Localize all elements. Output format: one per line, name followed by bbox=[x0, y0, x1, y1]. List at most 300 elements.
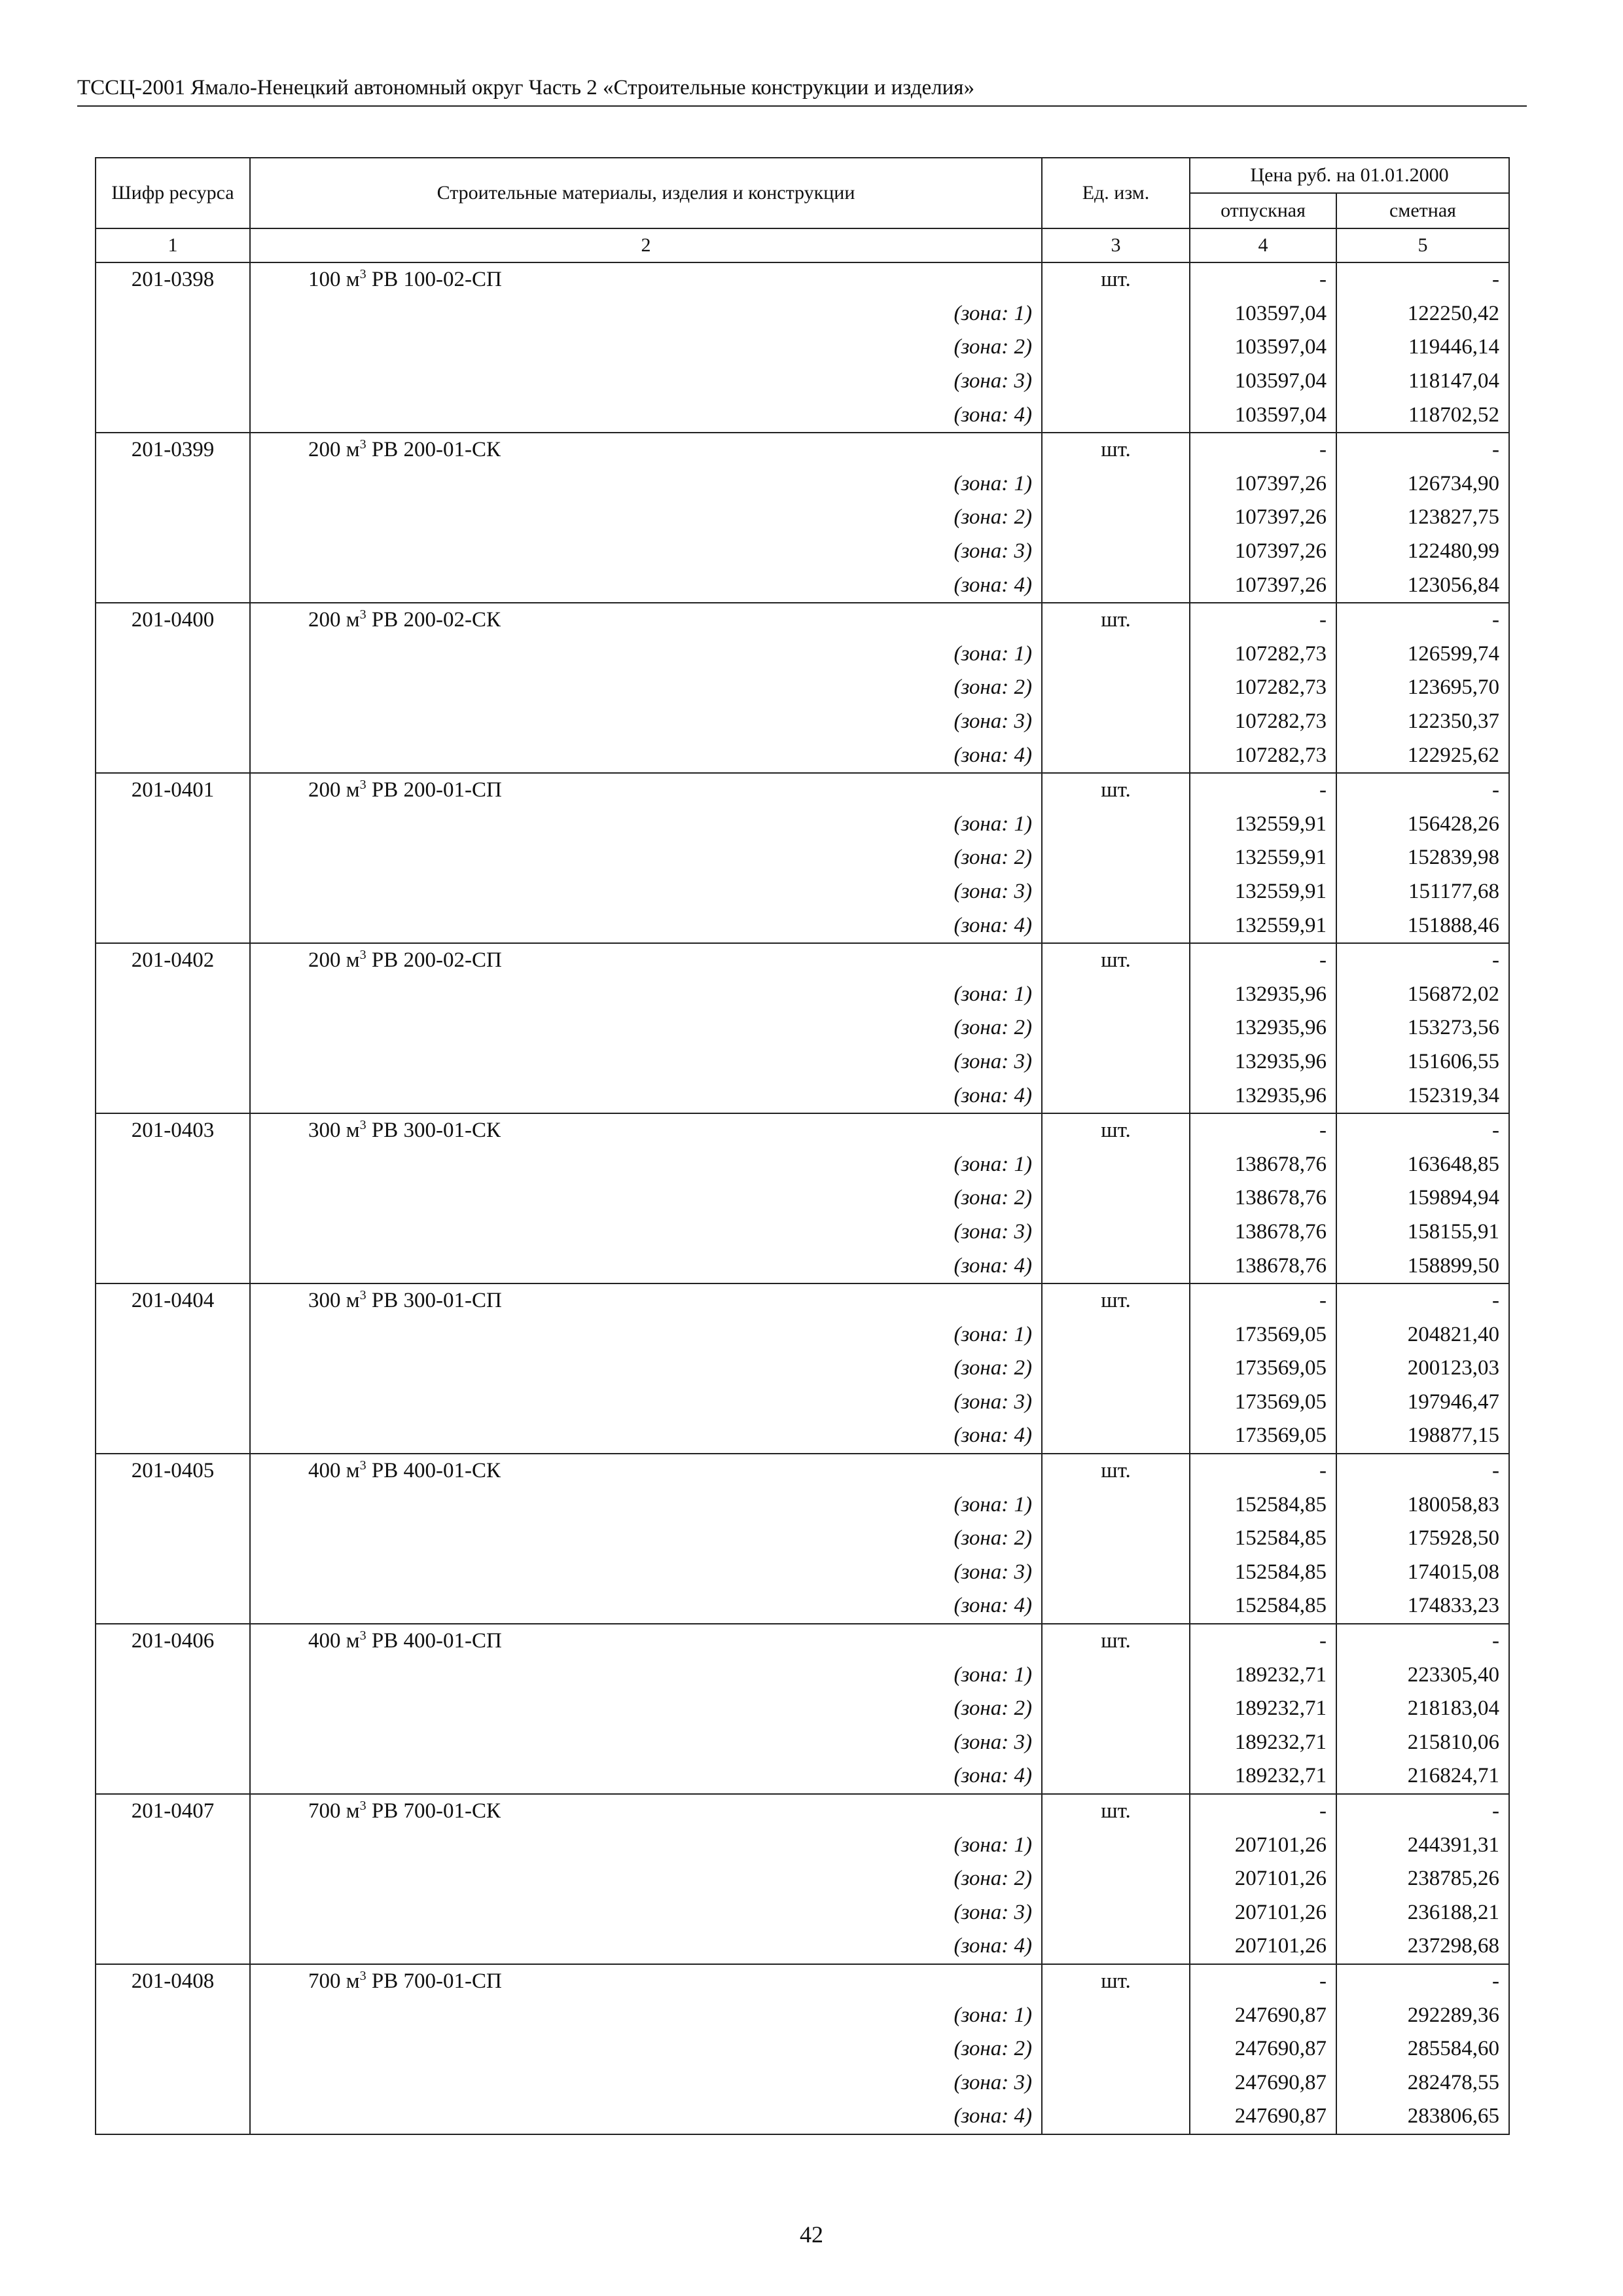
estimate-price: 151606,55 bbox=[1336, 1045, 1509, 1079]
zone-label: (зона: 4) bbox=[250, 568, 1042, 603]
estimate-price: 123695,70 bbox=[1336, 671, 1509, 705]
wholesale-price: 138678,76 bbox=[1190, 1249, 1336, 1283]
wholesale-price: 152584,85 bbox=[1190, 1589, 1336, 1624]
zone-label: (зона: 2) bbox=[250, 1011, 1042, 1045]
resource-row bbox=[96, 773, 1509, 808]
estimate-price: 126734,90 bbox=[1336, 467, 1509, 501]
zone-row bbox=[96, 1181, 1509, 1215]
column-number: 3 bbox=[1042, 228, 1190, 262]
estimate-price: 118147,04 bbox=[1336, 365, 1509, 399]
wholesale-price: - bbox=[1190, 943, 1336, 978]
resource-code: 201-0405 bbox=[96, 1454, 250, 1488]
resource-volume-exponent: 3 bbox=[359, 948, 366, 963]
empty-cell bbox=[1042, 1045, 1190, 1079]
wholesale-price: 132559,91 bbox=[1190, 908, 1336, 943]
empty-cell bbox=[96, 637, 250, 672]
estimate-price: - bbox=[1336, 262, 1509, 297]
header-wholesale: отпускная bbox=[1190, 193, 1336, 228]
zone-row bbox=[96, 1249, 1509, 1283]
zone-row bbox=[96, 2066, 1509, 2100]
zone-row bbox=[96, 1929, 1509, 1964]
resource-volume-exponent: 3 bbox=[359, 1288, 366, 1303]
resource-mark: РВ 100-02-СП bbox=[371, 268, 502, 292]
zone-row bbox=[96, 977, 1509, 1011]
wholesale-price: 132935,96 bbox=[1190, 1011, 1336, 1045]
wholesale-price: 189232,71 bbox=[1190, 1692, 1336, 1726]
resource-volume: 300 м bbox=[308, 1289, 360, 1313]
zone-label: (зона: 3) bbox=[250, 875, 1042, 909]
wholesale-price: 173569,05 bbox=[1190, 1386, 1336, 1420]
resource-volume: 200 м bbox=[308, 608, 360, 632]
wholesale-price: 152584,85 bbox=[1190, 1556, 1336, 1590]
empty-cell bbox=[96, 535, 250, 569]
empty-cell bbox=[1042, 501, 1190, 535]
empty-cell bbox=[1042, 297, 1190, 331]
zone-label: (зона: 3) bbox=[250, 1556, 1042, 1590]
estimate-price: - bbox=[1336, 773, 1509, 808]
resource-volume: 400 м bbox=[308, 1629, 360, 1653]
resource-code: 201-0401 bbox=[96, 773, 250, 808]
empty-cell bbox=[1042, 331, 1190, 365]
zone-label: (зона: 3) bbox=[250, 1726, 1042, 1760]
resource-unit: шт. bbox=[1042, 1454, 1190, 1488]
empty-cell bbox=[96, 1862, 250, 1896]
estimate-price: - bbox=[1336, 943, 1509, 978]
empty-cell bbox=[96, 705, 250, 739]
resource-volume: 200 м bbox=[308, 438, 360, 462]
zone-label: (зона: 2) bbox=[250, 1352, 1042, 1386]
empty-cell bbox=[1042, 1896, 1190, 1930]
zone-row bbox=[96, 365, 1509, 399]
empty-cell bbox=[1042, 705, 1190, 739]
resource-code: 201-0404 bbox=[96, 1283, 250, 1318]
zone-label: (зона: 2) bbox=[250, 1181, 1042, 1215]
header-rule bbox=[77, 105, 1527, 107]
zone-label: (зона: 1) bbox=[250, 977, 1042, 1011]
empty-cell bbox=[96, 977, 250, 1011]
zone-row bbox=[96, 331, 1509, 365]
zone-label: (зона: 2) bbox=[250, 1522, 1042, 1556]
wholesale-price: 173569,05 bbox=[1190, 1352, 1336, 1386]
resource-code: 201-0398 bbox=[96, 262, 250, 297]
wholesale-price: 103597,04 bbox=[1190, 398, 1336, 433]
estimate-price: 123056,84 bbox=[1336, 568, 1509, 603]
estimate-price: 238785,26 bbox=[1336, 1862, 1509, 1896]
resource-name bbox=[250, 943, 1042, 978]
resource-name bbox=[250, 1964, 1042, 1999]
estimate-price: 197946,47 bbox=[1336, 1386, 1509, 1420]
resource-row bbox=[96, 433, 1509, 467]
zone-label: (зона: 4) bbox=[250, 738, 1042, 773]
estimate-price: 198877,15 bbox=[1336, 1419, 1509, 1454]
empty-cell bbox=[1042, 535, 1190, 569]
wholesale-price: 132935,96 bbox=[1190, 1045, 1336, 1079]
price-table bbox=[95, 157, 1510, 2135]
header-code: Шифр ресурса bbox=[96, 158, 250, 228]
zone-row bbox=[96, 738, 1509, 773]
wholesale-price: 107282,73 bbox=[1190, 738, 1336, 773]
empty-cell bbox=[96, 1045, 250, 1079]
resource-mark: РВ 400-01-СК bbox=[371, 1459, 501, 1483]
estimate-price: 118702,52 bbox=[1336, 398, 1509, 433]
resource-code: 201-0406 bbox=[96, 1624, 250, 1659]
wholesale-price: 173569,05 bbox=[1190, 1419, 1336, 1454]
empty-cell bbox=[1042, 1419, 1190, 1454]
zone-row bbox=[96, 1419, 1509, 1454]
empty-cell bbox=[96, 1929, 250, 1964]
resource-unit: шт. bbox=[1042, 1283, 1190, 1318]
resource-volume: 400 м bbox=[308, 1459, 360, 1483]
estimate-price: 244391,31 bbox=[1336, 1828, 1509, 1862]
empty-cell bbox=[96, 297, 250, 331]
column-number: 5 bbox=[1336, 228, 1509, 262]
empty-cell bbox=[1042, 1249, 1190, 1283]
empty-cell bbox=[1042, 1522, 1190, 1556]
empty-cell bbox=[96, 738, 250, 773]
zone-row bbox=[96, 1079, 1509, 1113]
empty-cell bbox=[96, 1726, 250, 1760]
resource-unit: шт. bbox=[1042, 1794, 1190, 1829]
resource-name bbox=[250, 603, 1042, 637]
empty-cell bbox=[96, 331, 250, 365]
empty-cell bbox=[1042, 1386, 1190, 1420]
empty-cell bbox=[96, 1692, 250, 1726]
header-estimate: сметная bbox=[1336, 193, 1509, 228]
empty-cell bbox=[1042, 841, 1190, 875]
empty-cell bbox=[96, 501, 250, 535]
zone-row bbox=[96, 1896, 1509, 1930]
empty-cell bbox=[96, 1589, 250, 1624]
wholesale-price: 247690,87 bbox=[1190, 2100, 1336, 2134]
estimate-price: 152839,98 bbox=[1336, 841, 1509, 875]
wholesale-price: 132559,91 bbox=[1190, 808, 1336, 842]
zone-label: (зона: 1) bbox=[250, 1147, 1042, 1181]
resource-name bbox=[250, 262, 1042, 297]
resource-volume: 700 м bbox=[308, 1969, 360, 1993]
zone-row bbox=[96, 2100, 1509, 2134]
resource-volume-exponent: 3 bbox=[359, 1628, 366, 1643]
zone-row bbox=[96, 501, 1509, 535]
wholesale-price: 107397,26 bbox=[1190, 535, 1336, 569]
empty-cell bbox=[96, 1249, 250, 1283]
empty-cell bbox=[96, 1658, 250, 1692]
estimate-price: 151177,68 bbox=[1336, 875, 1509, 909]
estimate-price: 200123,03 bbox=[1336, 1352, 1509, 1386]
zone-row bbox=[96, 568, 1509, 603]
zone-row bbox=[96, 1488, 1509, 1522]
wholesale-price: 107397,26 bbox=[1190, 467, 1336, 501]
resource-row bbox=[96, 1964, 1509, 1999]
zone-label: (зона: 4) bbox=[250, 1929, 1042, 1964]
wholesale-price: 107282,73 bbox=[1190, 705, 1336, 739]
resource-name bbox=[250, 1283, 1042, 1318]
estimate-price: 215810,06 bbox=[1336, 1726, 1509, 1760]
wholesale-price: - bbox=[1190, 1624, 1336, 1659]
resource-volume-exponent: 3 bbox=[359, 267, 366, 282]
empty-cell bbox=[96, 671, 250, 705]
estimate-price: 126599,74 bbox=[1336, 637, 1509, 672]
zone-row bbox=[96, 1045, 1509, 1079]
empty-cell bbox=[1042, 1147, 1190, 1181]
wholesale-price: - bbox=[1190, 1794, 1336, 1829]
estimate-price: 174015,08 bbox=[1336, 1556, 1509, 1590]
empty-cell bbox=[1042, 398, 1190, 433]
wholesale-price: 138678,76 bbox=[1190, 1215, 1336, 1249]
zone-label: (зона: 2) bbox=[250, 841, 1042, 875]
zone-label: (зона: 1) bbox=[250, 1828, 1042, 1862]
zone-row bbox=[96, 535, 1509, 569]
zone-row bbox=[96, 908, 1509, 943]
estimate-price: 223305,40 bbox=[1336, 1658, 1509, 1692]
zone-label: (зона: 1) bbox=[250, 1318, 1042, 1352]
zone-row bbox=[96, 637, 1509, 672]
estimate-price: 175928,50 bbox=[1336, 1522, 1509, 1556]
empty-cell bbox=[96, 1181, 250, 1215]
resource-row bbox=[96, 1624, 1509, 1659]
zone-label: (зона: 3) bbox=[250, 1896, 1042, 1930]
wholesale-price: 247690,87 bbox=[1190, 2032, 1336, 2066]
empty-cell bbox=[1042, 1181, 1190, 1215]
estimate-price: 122250,42 bbox=[1336, 297, 1509, 331]
estimate-price: - bbox=[1336, 1794, 1509, 1829]
page-number: 42 bbox=[800, 2221, 823, 2248]
empty-cell bbox=[96, 1352, 250, 1386]
estimate-price: - bbox=[1336, 1624, 1509, 1659]
zone-label: (зона: 1) bbox=[250, 637, 1042, 672]
wholesale-price: 247690,87 bbox=[1190, 2066, 1336, 2100]
estimate-price: 180058,83 bbox=[1336, 1488, 1509, 1522]
wholesale-price: 132559,91 bbox=[1190, 875, 1336, 909]
zone-row bbox=[96, 2032, 1509, 2066]
zone-label: (зона: 1) bbox=[250, 297, 1042, 331]
wholesale-price: - bbox=[1190, 1113, 1336, 1148]
empty-cell bbox=[96, 1759, 250, 1794]
wholesale-price: - bbox=[1190, 433, 1336, 467]
empty-cell bbox=[1042, 1998, 1190, 2032]
wholesale-price: 189232,71 bbox=[1190, 1726, 1336, 1760]
empty-cell bbox=[1042, 1589, 1190, 1624]
resource-row bbox=[96, 943, 1509, 978]
resource-code: 201-0407 bbox=[96, 1794, 250, 1829]
zone-row bbox=[96, 1998, 1509, 2032]
zone-row bbox=[96, 398, 1509, 433]
wholesale-price: 107282,73 bbox=[1190, 671, 1336, 705]
wholesale-price: 103597,04 bbox=[1190, 297, 1336, 331]
wholesale-price: 132935,96 bbox=[1190, 977, 1336, 1011]
zone-label: (зона: 4) bbox=[250, 908, 1042, 943]
resource-volume-exponent: 3 bbox=[359, 437, 366, 452]
wholesale-price: 207101,26 bbox=[1190, 1896, 1336, 1930]
empty-cell bbox=[1042, 2100, 1190, 2134]
empty-cell bbox=[1042, 738, 1190, 773]
empty-cell bbox=[96, 1556, 250, 1590]
empty-cell bbox=[1042, 808, 1190, 842]
empty-cell bbox=[1042, 1488, 1190, 1522]
zone-label: (зона: 3) bbox=[250, 2066, 1042, 2100]
zone-label: (зона: 2) bbox=[250, 331, 1042, 365]
empty-cell bbox=[1042, 875, 1190, 909]
empty-cell bbox=[1042, 365, 1190, 399]
wholesale-price: 189232,71 bbox=[1190, 1759, 1336, 1794]
resource-unit: шт. bbox=[1042, 943, 1190, 978]
empty-cell bbox=[1042, 2032, 1190, 2066]
empty-cell bbox=[1042, 1929, 1190, 1964]
zone-row bbox=[96, 1862, 1509, 1896]
resource-unit: шт. bbox=[1042, 773, 1190, 808]
estimate-price: 158899,50 bbox=[1336, 1249, 1509, 1283]
empty-cell bbox=[1042, 1011, 1190, 1045]
resource-mark: РВ 700-01-СП bbox=[371, 1969, 502, 1993]
zone-label: (зона: 4) bbox=[250, 398, 1042, 433]
resource-name bbox=[250, 1794, 1042, 1829]
empty-cell bbox=[1042, 908, 1190, 943]
empty-cell bbox=[96, 467, 250, 501]
column-number: 4 bbox=[1190, 228, 1336, 262]
wholesale-price: 207101,26 bbox=[1190, 1828, 1336, 1862]
resource-unit: шт. bbox=[1042, 262, 1190, 297]
zone-label: (зона: 3) bbox=[250, 1045, 1042, 1079]
estimate-price: 156872,02 bbox=[1336, 977, 1509, 1011]
empty-cell bbox=[96, 1419, 250, 1454]
resource-code: 201-0399 bbox=[96, 433, 250, 467]
resource-volume-exponent: 3 bbox=[359, 778, 366, 793]
estimate-price: 153273,56 bbox=[1336, 1011, 1509, 1045]
wholesale-price: 103597,04 bbox=[1190, 331, 1336, 365]
wholesale-price: 107282,73 bbox=[1190, 637, 1336, 672]
wholesale-price: 152584,85 bbox=[1190, 1488, 1336, 1522]
wholesale-price: - bbox=[1190, 1454, 1336, 1488]
empty-cell bbox=[96, 2032, 250, 2066]
resource-unit: шт. bbox=[1042, 1964, 1190, 1999]
resource-volume-exponent: 3 bbox=[359, 1458, 366, 1473]
zone-label: (зона: 4) bbox=[250, 1589, 1042, 1624]
zone-row bbox=[96, 467, 1509, 501]
empty-cell bbox=[1042, 1759, 1190, 1794]
zone-label: (зона: 2) bbox=[250, 501, 1042, 535]
zone-label: (зона: 4) bbox=[250, 1759, 1042, 1794]
empty-cell bbox=[96, 1318, 250, 1352]
empty-cell bbox=[96, 1896, 250, 1930]
resource-unit: шт. bbox=[1042, 603, 1190, 637]
empty-cell bbox=[1042, 977, 1190, 1011]
estimate-price: - bbox=[1336, 1283, 1509, 1318]
empty-cell bbox=[1042, 1318, 1190, 1352]
empty-cell bbox=[96, 875, 250, 909]
estimate-price: 285584,60 bbox=[1336, 2032, 1509, 2066]
zone-label: (зона: 1) bbox=[250, 808, 1042, 842]
estimate-price: - bbox=[1336, 433, 1509, 467]
resource-row bbox=[96, 262, 1509, 297]
zone-row bbox=[96, 1215, 1509, 1249]
empty-cell bbox=[96, 1386, 250, 1420]
zone-row bbox=[96, 1589, 1509, 1624]
zone-label: (зона: 4) bbox=[250, 1249, 1042, 1283]
resource-mark: РВ 300-01-СП bbox=[371, 1289, 502, 1313]
estimate-price: 236188,21 bbox=[1336, 1896, 1509, 1930]
resource-volume: 100 м bbox=[308, 268, 360, 292]
empty-cell bbox=[1042, 671, 1190, 705]
empty-cell bbox=[1042, 637, 1190, 672]
empty-cell bbox=[1042, 568, 1190, 603]
zone-row bbox=[96, 1011, 1509, 1045]
estimate-price: 218183,04 bbox=[1336, 1692, 1509, 1726]
estimate-price: 122350,37 bbox=[1336, 705, 1509, 739]
resource-volume: 700 м bbox=[308, 1799, 360, 1823]
empty-cell bbox=[96, 1828, 250, 1862]
empty-cell bbox=[1042, 1726, 1190, 1760]
column-number: 2 bbox=[250, 228, 1042, 262]
estimate-price: 204821,40 bbox=[1336, 1318, 1509, 1352]
resource-code: 201-0400 bbox=[96, 603, 250, 637]
estimate-price: 119446,14 bbox=[1336, 331, 1509, 365]
estimate-price: - bbox=[1336, 1964, 1509, 1999]
empty-cell bbox=[96, 1011, 250, 1045]
empty-cell bbox=[96, 1147, 250, 1181]
wholesale-price: 207101,26 bbox=[1190, 1862, 1336, 1896]
resource-code: 201-0403 bbox=[96, 1113, 250, 1148]
resource-name bbox=[250, 1624, 1042, 1659]
estimate-price: 237298,68 bbox=[1336, 1929, 1509, 1964]
estimate-price: 159894,94 bbox=[1336, 1181, 1509, 1215]
empty-cell bbox=[96, 1488, 250, 1522]
zone-row bbox=[96, 1386, 1509, 1420]
resource-mark: РВ 200-01-СП bbox=[371, 778, 502, 802]
zone-row bbox=[96, 1692, 1509, 1726]
empty-cell bbox=[96, 1079, 250, 1113]
resource-unit: шт. bbox=[1042, 433, 1190, 467]
empty-cell bbox=[96, 1522, 250, 1556]
zone-row bbox=[96, 841, 1509, 875]
wholesale-price: 247690,87 bbox=[1190, 1998, 1336, 2032]
zone-label: (зона: 1) bbox=[250, 467, 1042, 501]
empty-cell bbox=[1042, 467, 1190, 501]
resource-mark: РВ 200-01-СК bbox=[371, 438, 501, 462]
empty-cell bbox=[1042, 1215, 1190, 1249]
wholesale-price: 138678,76 bbox=[1190, 1181, 1336, 1215]
empty-cell bbox=[96, 808, 250, 842]
resource-name bbox=[250, 773, 1042, 808]
zone-row bbox=[96, 1556, 1509, 1590]
resource-volume: 200 м bbox=[308, 948, 360, 973]
wholesale-price: 173569,05 bbox=[1190, 1318, 1336, 1352]
empty-cell bbox=[1042, 1556, 1190, 1590]
zone-row bbox=[96, 1318, 1509, 1352]
zone-label: (зона: 2) bbox=[250, 1692, 1042, 1726]
empty-cell bbox=[96, 568, 250, 603]
empty-cell bbox=[1042, 1079, 1190, 1113]
estimate-price: 216824,71 bbox=[1336, 1759, 1509, 1794]
header-name: Строительные материалы, изделия и конструкции bbox=[250, 158, 1042, 228]
empty-cell bbox=[96, 1215, 250, 1249]
zone-label: (зона: 1) bbox=[250, 1998, 1042, 2032]
estimate-price: 163648,85 bbox=[1336, 1147, 1509, 1181]
zone-label: (зона: 1) bbox=[250, 1488, 1042, 1522]
empty-cell bbox=[96, 398, 250, 433]
zone-row bbox=[96, 1828, 1509, 1862]
table-body bbox=[96, 262, 1509, 2134]
resource-row bbox=[96, 1794, 1509, 1829]
empty-cell bbox=[96, 365, 250, 399]
zone-row bbox=[96, 875, 1509, 909]
wholesale-price: - bbox=[1190, 262, 1336, 297]
zone-label: (зона: 3) bbox=[250, 365, 1042, 399]
resource-code: 201-0408 bbox=[96, 1964, 250, 1999]
zone-label: (зона: 3) bbox=[250, 1386, 1042, 1420]
estimate-price: - bbox=[1336, 1454, 1509, 1488]
wholesale-price: - bbox=[1190, 773, 1336, 808]
zone-row bbox=[96, 808, 1509, 842]
resource-volume: 300 м bbox=[308, 1119, 360, 1143]
